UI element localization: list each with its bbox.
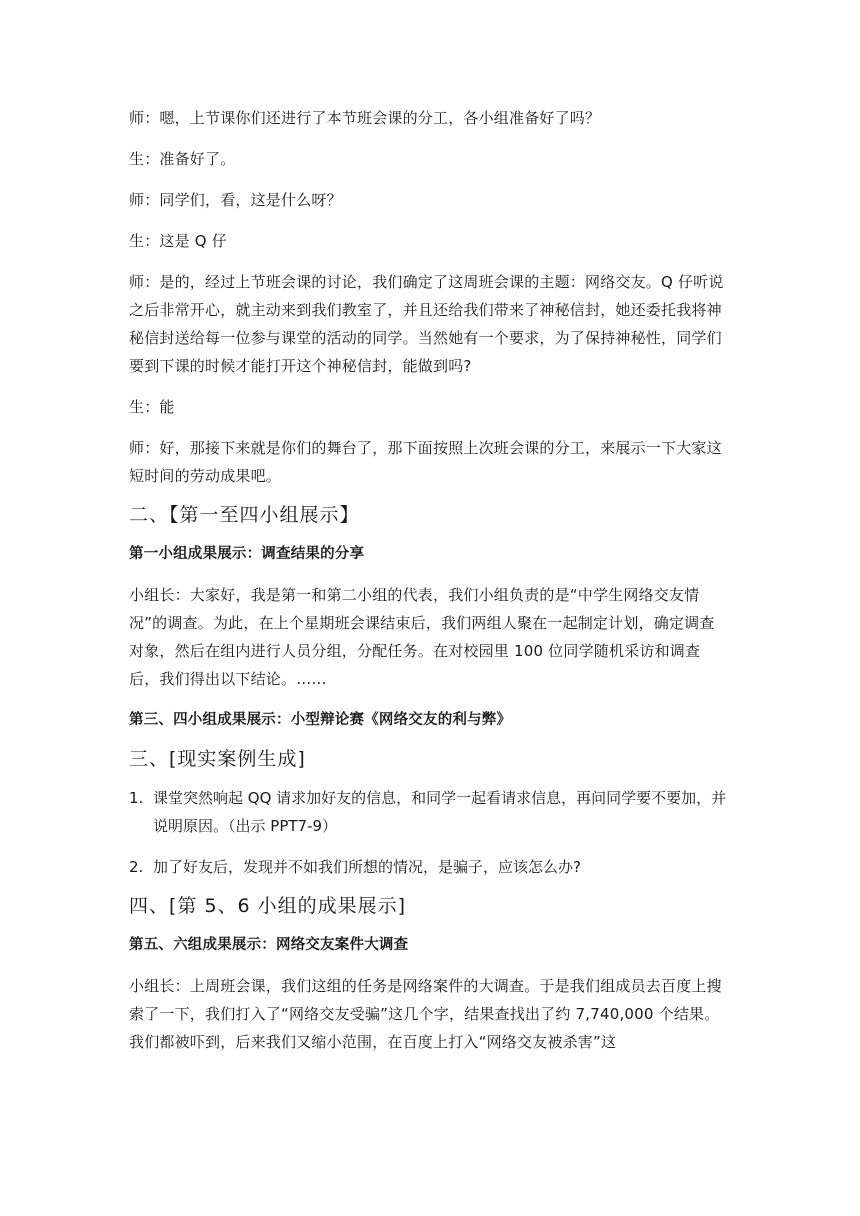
list-number: 2. [129,858,144,876]
list-text: 加了好友后，发现并不如我们所想的情况，是骗子，应该怎么办? [153,858,581,876]
group-leader-paragraph: 小组长：上周班会课，我们这组的任务是网络案件的大调查。于是我们组成员去百度上搜索了一下，我们打入了“网络交友受骗”这几个字，结果查找出了约 7,740,000 个结果。我们都被吓到，后来我们又缩小范围，在百度上打入“网络交友被杀害”这 [129,977,722,1051]
list-text: 课堂突然响起 QQ 请求加好友的信息，和同学一起看请求信息，再问同学要不要加，并说明原因。（出示 PPT7-9） [153,789,727,835]
dialogue-line: 生：这是 Q 仔 [129,232,227,250]
subheading-group-5-6: 第五、六组成果展示：网络交友案件大调查 [129,937,409,953]
section-heading-2: 二、【第一至四小组展示】 [129,504,360,526]
case-list [129,784,729,881]
document-body [129,104,729,1069]
list-item [129,784,729,840]
dialogue-line: 生：能 [129,398,175,416]
dialogue-line: 师：同学们，看，这是什么呀？ [129,191,342,209]
subheading-group-3-4: 第三、四小组成果展示：小型辩论赛《网络交友的利与弊》 [129,712,512,728]
dialogue-line: 师：好，那接下来就是你们的舞台了，那下面按照上次班会课的分工，来展示一下大家这短时间的劳动成果吧。 [129,439,722,485]
list-number: 1. [129,789,144,807]
section-heading-3: 三、[现实案例生成] [129,748,306,770]
subheading-group-1: 第一小组成果展示：调查结果的分享 [129,546,365,562]
list-item [129,853,729,881]
dialogue-line: 生：准备好了。 [129,150,236,168]
dialogue-line: 师：是的，经过上节班会课的讨论，我们确定了这周班会课的主题：网络交友。Q 仔听说之后非常开心，就主动来到我们教室了，并且还给我们带来了神秘信封，她还委托我将神秘信封送给每一位参与课堂的活动的同学。当然她有一个要求，为了保持神秘性，同学们要到下课的时候才能打开这个神秘信封，能做到吗? [129,273,724,375]
section-heading-4: 四、[第 5、6 小组的成果展示] [129,895,407,917]
group-leader-paragraph: 小组长：大家好，我是第一和第二小组的代表，我们小组负责的是“中学生网络交友情况”的调查。为此，在上个星期班会课结束后，我们两组人聚在一起制定计划，确定调查对象，然后在组内进行人员分组，分配任务。在对校园里 100 位同学随机采访和调查后，我们得出以下结论。…… [129,586,715,688]
dialogue-line: 师：嗯，上节课你们还进行了本节班会课的分工，各小组准备好了吗？ [129,109,601,127]
